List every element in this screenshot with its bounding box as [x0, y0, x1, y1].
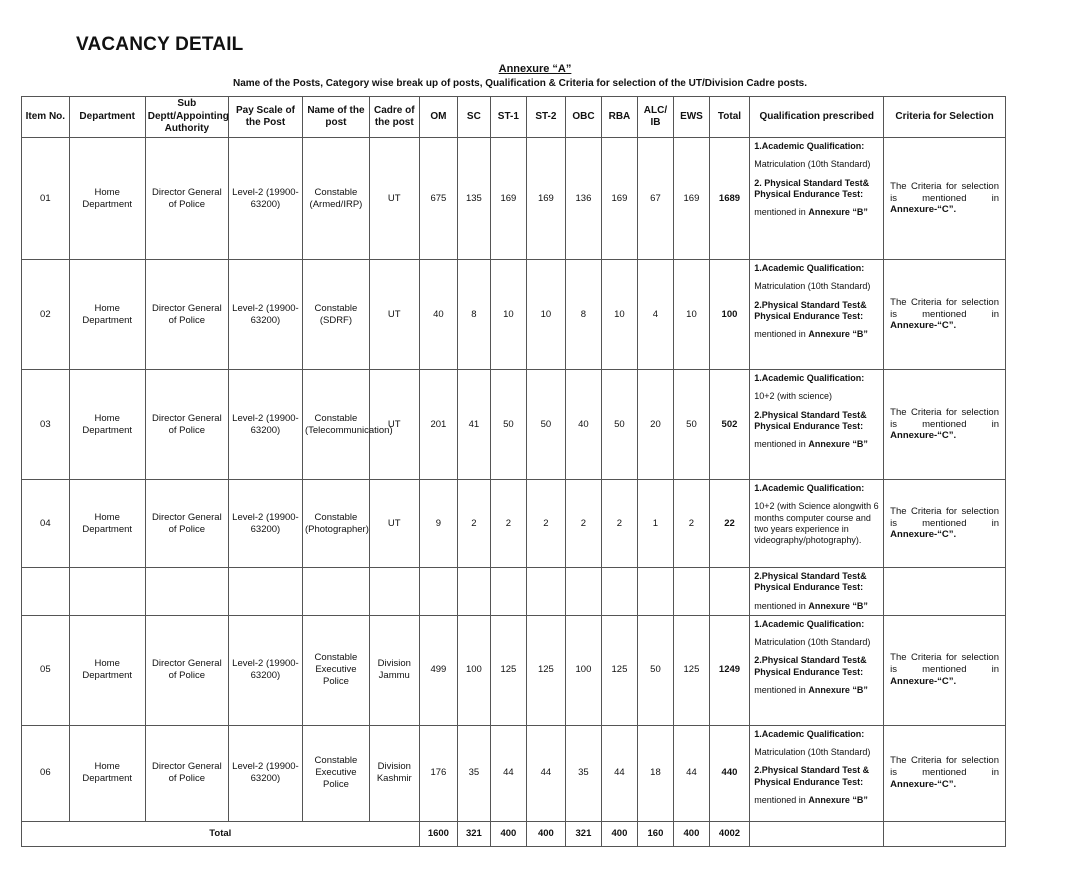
cell-rba: 44: [602, 725, 638, 821]
qual-mention-text: mentioned in: [754, 684, 806, 695]
cell-st1: 2: [490, 480, 527, 568]
qual-academic-detail: Matriculation (10th Standard): [754, 637, 871, 647]
qual-physical-label: 2.Physical Standard Test& Physical Endurance Test:: [754, 571, 867, 593]
criteria-annexure-c: Annexure-“C”.: [890, 204, 957, 216]
total-rba: 400: [602, 821, 638, 846]
total-st2: 400: [527, 821, 566, 846]
qual-academic-label: 1.Academic Qualification:: [754, 141, 865, 151]
cell-obc: 40: [565, 370, 602, 480]
vacancy-table: [21, 96, 1006, 847]
table-row: [22, 725, 1006, 821]
cell-department: Home Department: [69, 138, 145, 260]
cell-sub-deptt: Director General of Police: [145, 615, 228, 725]
cell-st2: 2: [527, 480, 566, 568]
cell-st1: 125: [490, 615, 527, 725]
col-header-item-no: Item No.: [22, 97, 70, 138]
cell-st1: 50: [490, 370, 527, 480]
qual-mention: [754, 795, 879, 806]
cell-total: 22: [709, 480, 750, 568]
col-header-ews: EWS: [674, 97, 710, 138]
qual-academic-detail: 10+2 (with science): [754, 391, 833, 402]
cell-obc: 8: [565, 260, 602, 370]
cell-alc: 67: [637, 138, 674, 260]
cell-qualification: [750, 480, 884, 568]
criteria-text: The Criteria for selection is mentioned in: [890, 505, 999, 529]
qual-mention: [754, 601, 879, 612]
criteria-text: The Criteria for selection is mentioned in: [890, 180, 999, 204]
cell-qualification: [750, 615, 884, 725]
qual-academic-detail: Matriculation (10th Standard): [754, 281, 871, 292]
table-row: [22, 138, 1006, 260]
cell-st1: 10: [490, 260, 527, 370]
cell-rba: 169: [602, 138, 638, 260]
cell-cadre: Division Jammu: [369, 615, 419, 725]
table-row: [22, 260, 1006, 370]
cell-post: Constable (Photographer): [302, 480, 369, 568]
cell-post: Constable (Telecommunication): [302, 370, 369, 480]
table-row: [22, 480, 1006, 568]
cell-om: 675: [419, 138, 458, 260]
cell-rba: 10: [602, 260, 638, 370]
qual-physical-label: 2.Physical Standard Test & Physical Endurance Test:: [754, 765, 870, 787]
cell-om: 176: [419, 725, 458, 821]
criteria-annexure-c: Annexure-“C”.: [890, 320, 957, 332]
cell-pay-scale: Level-2 (19900-63200): [228, 138, 302, 260]
qual-academic-label: 1.Academic Qualification:: [754, 263, 865, 273]
cell-post: Constable (SDRF): [302, 260, 369, 370]
cell-sc: 35: [458, 725, 490, 821]
cell-om: 40: [419, 260, 458, 370]
total-alc: 160: [637, 821, 674, 846]
cell-sc: 135: [458, 138, 490, 260]
table-subtitle: Name of the Posts, Category wise break up of posts, Qualification & Criteria for selection of the UT/Division Cadre posts.: [233, 78, 807, 89]
cell-ews: 50: [674, 370, 710, 480]
total-st1: 400: [490, 821, 527, 846]
cell-rba: 50: [602, 370, 638, 480]
page-heading: VACANCY DETAIL: [76, 34, 244, 55]
cell-criteria: [884, 370, 1006, 480]
cell-sc: 8: [458, 260, 490, 370]
qual-annexure-b: Annexure “B”: [808, 794, 868, 805]
cell-criteria: [884, 260, 1006, 370]
col-header-qualification: Qualification prescribed: [750, 97, 884, 138]
col-header-sc: SC: [458, 97, 490, 138]
qual-mention-text: mentioned in: [754, 794, 806, 805]
criteria-annexure-c: Annexure-“C”.: [890, 529, 957, 541]
cell-rba: 125: [602, 615, 638, 725]
col-header-obc: OBC: [565, 97, 602, 138]
qual-annexure-b: Annexure “B”: [808, 439, 868, 449]
cell-sub-deptt: Director General of Police: [145, 725, 228, 821]
cell-total: 502: [709, 370, 750, 480]
cell-obc: 2: [565, 480, 602, 568]
cell-department: Home Department: [69, 480, 145, 568]
cell-criteria: [884, 725, 1006, 821]
cell-st2: 169: [527, 138, 566, 260]
qual-physical-label: 2.Physical Standard Test& Physical Endurance Test:: [754, 409, 867, 431]
cell-pay-scale: Level-2 (19900-63200): [228, 370, 302, 480]
cell-obc: 100: [565, 615, 602, 725]
qual-physical-label: 2.Physical Standard Test& Physical Endurance Test:: [754, 655, 867, 677]
cell-qualification: [750, 725, 884, 821]
qual-mention-text: mentioned in: [754, 207, 806, 217]
qual-physical-label: 2. Physical Standard Test& Physical Endurance Test:: [754, 177, 870, 199]
qual-mention: [754, 329, 879, 340]
total-label: Total: [22, 821, 420, 846]
total-sc: 321: [458, 821, 490, 846]
cell-sc: 41: [458, 370, 490, 480]
qual-academic-label: 1.Academic Qualification:: [754, 483, 865, 493]
qual-mention: [754, 685, 879, 696]
criteria-text: The Criteria for selection is mentioned in: [890, 406, 999, 430]
cell-department: Home Department: [69, 615, 145, 725]
cell-total: 1249: [709, 615, 750, 725]
cell-total: 100: [709, 260, 750, 370]
cell-department: Home Department: [69, 260, 145, 370]
total-ews: 400: [674, 821, 710, 846]
col-header-alc: ALC/ IB: [637, 97, 674, 138]
cell-post: Constable (Armed/IRP): [302, 138, 369, 260]
cell-item: 05: [22, 615, 70, 725]
cell-st2: 10: [527, 260, 566, 370]
cell-sub-deptt: Director General of Police: [145, 480, 228, 568]
qual-annexure-b: Annexure “B”: [808, 207, 868, 217]
cell-st1: 169: [490, 138, 527, 260]
cell-post: Constable Executive Police: [302, 615, 369, 725]
qual-academic-label: 1.Academic Qualification:: [754, 618, 865, 629]
cell-item: 03: [22, 370, 70, 480]
cell-criteria: [884, 615, 1006, 725]
cell-st1: 44: [490, 725, 527, 821]
criteria-annexure-c: Annexure-“C”.: [890, 430, 957, 442]
cell-item: 02: [22, 260, 70, 370]
criteria-text: The Criteria for selection is mentioned in: [890, 755, 999, 779]
qual-annexure-b: Annexure “B”: [808, 329, 868, 339]
criteria-text: The Criteria for selection is mentioned in: [890, 652, 999, 676]
criteria-text: The Criteria for selection is mentioned in: [890, 296, 999, 320]
cell-ews: 10: [674, 260, 710, 370]
cell-pay-scale: Level-2 (19900-63200): [228, 260, 302, 370]
annexure-title: Annexure “A”: [498, 63, 572, 75]
cell-sc: 2: [458, 480, 490, 568]
table-row: [22, 370, 1006, 480]
qual-annexure-b: Annexure “B”: [808, 684, 868, 695]
cell-qualification: [750, 568, 884, 616]
cell-alc: 20: [637, 370, 674, 480]
header-row: [22, 97, 1006, 138]
total-row: [22, 821, 1006, 846]
cell-om: 201: [419, 370, 458, 480]
cell-total: 440: [709, 725, 750, 821]
cell-total: 1689: [709, 138, 750, 260]
cell-cadre: UT: [369, 260, 419, 370]
cell-cadre: Division Kashmir: [369, 725, 419, 821]
qual-academic-detail: Matriculation (10th Standard): [754, 747, 871, 757]
cell-om: 499: [419, 615, 458, 725]
qual-mention-text: mentioned in: [754, 439, 806, 449]
cell-qualification: [750, 138, 884, 260]
qual-physical-label: 2.Physical Standard Test& Physical Endurance Test:: [754, 299, 867, 321]
cell-obc: 136: [565, 138, 602, 260]
qual-mention: [754, 207, 879, 218]
cell-department: Home Department: [69, 370, 145, 480]
qual-mention-text: mentioned in: [754, 329, 806, 339]
cell-post: Constable Executive Police: [302, 725, 369, 821]
cell-sc: 100: [458, 615, 490, 725]
col-header-total: Total: [709, 97, 750, 138]
cell-ews: 2: [674, 480, 710, 568]
col-header-om: OM: [419, 97, 458, 138]
cell-sub-deptt: Director General of Police: [145, 138, 228, 260]
cell-st2: 44: [527, 725, 566, 821]
cell-criteria: [884, 480, 1006, 568]
cell-rba: 2: [602, 480, 638, 568]
qual-academic-label: 1.Academic Qualification:: [754, 728, 865, 739]
cell-sub-deptt: Director General of Police: [145, 370, 228, 480]
table-row: [22, 615, 1006, 725]
cell-pay-scale: Level-2 (19900-63200): [228, 480, 302, 568]
cell-sub-deptt: Director General of Police: [145, 260, 228, 370]
criteria-annexure-c: Annexure-“C”.: [890, 779, 957, 791]
total-om: 1600: [419, 821, 458, 846]
total-obc: 321: [565, 821, 602, 846]
cell-department: Home Department: [69, 725, 145, 821]
cell-item: 01: [22, 138, 70, 260]
col-header-st1: ST-1: [490, 97, 527, 138]
cell-pay-scale: Level-2 (19900-63200): [228, 725, 302, 821]
cell-criteria: [884, 138, 1006, 260]
cell-om: 9: [419, 480, 458, 568]
qual-mention: [754, 439, 879, 450]
cell-st2: 50: [527, 370, 566, 480]
col-header-pay-scale: Pay Scale of the Post: [228, 97, 302, 138]
total-grand: 4002: [709, 821, 750, 846]
cell-qualification: [750, 370, 884, 480]
qual-academic-detail: 10+2 (with Science alongwith 6 months computer course and two years experience in videography/photography).: [754, 501, 879, 545]
cell-obc: 35: [565, 725, 602, 821]
cell-alc: 50: [637, 615, 674, 725]
cell-alc: 18: [637, 725, 674, 821]
cell-st2: 125: [527, 615, 566, 725]
qual-academic-label: 1.Academic Qualification:: [754, 373, 865, 383]
cell-item: 06: [22, 725, 70, 821]
criteria-annexure-c: Annexure-“C”.: [890, 676, 957, 688]
cell-alc: 4: [637, 260, 674, 370]
table-row-continuation: [22, 568, 1006, 616]
cell-cadre: UT: [369, 370, 419, 480]
col-header-sub-deptt: Sub Deptt/Appointing Authority: [145, 97, 228, 138]
cell-ews: 44: [674, 725, 710, 821]
cell-pay-scale: Level-2 (19900-63200): [228, 615, 302, 725]
col-header-st2: ST-2: [527, 97, 566, 138]
cell-ews: 125: [674, 615, 710, 725]
col-header-cadre: Cadre of the post: [369, 97, 419, 138]
col-header-post-name: Name of the post: [302, 97, 369, 138]
qual-mention-text: mentioned in: [754, 600, 806, 611]
cell-cadre: UT: [369, 138, 419, 260]
col-header-rba: RBA: [602, 97, 638, 138]
col-header-department: Department: [69, 97, 145, 138]
cell-cadre: UT: [369, 480, 419, 568]
qual-academic-detail: Matriculation (10th Standard): [754, 159, 871, 170]
cell-ews: 169: [674, 138, 710, 260]
col-header-criteria: Criteria for Selection: [884, 97, 1006, 138]
qual-annexure-b: Annexure “B”: [808, 600, 868, 611]
cell-item: 04: [22, 480, 70, 568]
cell-qualification: [750, 260, 884, 370]
cell-alc: 1: [637, 480, 674, 568]
